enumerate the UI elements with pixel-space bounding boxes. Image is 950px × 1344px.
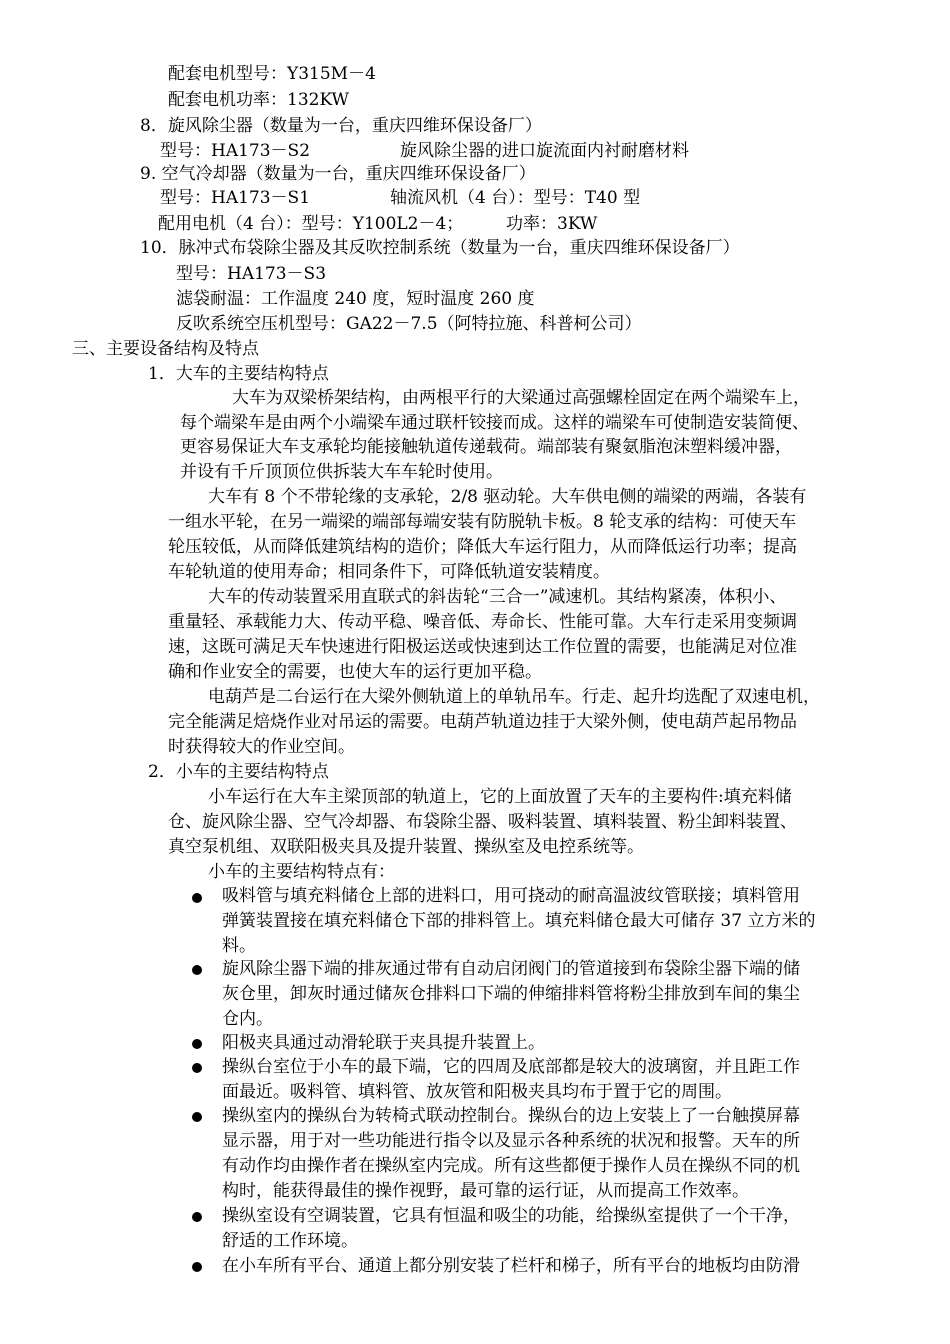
bullet-text-line: 灰仓里，卸灰时通过储灰仓排料口下端的伸缩排料管将粉尘排放到车间的集尘 (222, 984, 800, 1004)
bullet-text-line: 料。 (222, 936, 256, 956)
sub1-p2-line: 大车有 8 个不带轮缘的支承轮，2/8 驱动轮。大车供电侧的端梁的两端，各装有 (208, 487, 807, 507)
sub1-p1-line: 更容易保证大车支承轮均能接触轨道传递载荷。端部装有聚氨脂泡沫塑料缓冲器， (180, 437, 792, 457)
bullet-text-line: 操纵台室位于小车的最下端，它的四周及底部都是较大的波璃窗，并且距工作 (222, 1057, 800, 1077)
sub2-p2: 小车的主要结构特点有： (208, 862, 395, 882)
bullet-text-line: 吸料管与填充料储仓上部的进料口，用可挠动的耐高温波纹管联接；填料管用 (222, 886, 800, 906)
motor-model-line: 配套电机型号：Y315M－4 (168, 64, 376, 84)
sub1-p2-line: 轮压较低，从而降低建筑结构的造价；降低大车运行阻力，从而降低运行功率；提高 (168, 537, 797, 557)
item8-model: 型号：HA173－S2 (160, 141, 311, 161)
bullet-dot-icon (192, 1063, 202, 1073)
sub1-p2-line: 一组水平轮，在另一端梁的端部每端安装有防脱轨卡板。8 轮支承的结构：可使天车 (168, 512, 797, 532)
sub2-p1-line: 真空泵机组、双联阳极夹具及提升装置、操纵室及电控系统等。 (168, 837, 644, 857)
item9-fan: 轴流风机（4 台）：型号：T40 型 (390, 188, 641, 208)
bullet-dot-icon (192, 965, 202, 975)
sub1-p3-line: 大车的传动装置采用直联式的斜齿轮“三合一”减速机。其结构紧凑，体积小、 (208, 587, 787, 607)
bullet-dot-icon (192, 1262, 202, 1272)
sub1-p1-line: 大车为双梁桥架结构，由两根平行的大梁通过高强螺栓固定在两个端梁车上， (232, 388, 810, 408)
sub2-title: 2．小车的主要结构特点 (148, 762, 329, 782)
bullet-dot-icon (192, 1212, 202, 1222)
motor-power-line: 配套电机功率：132KW (168, 90, 350, 110)
bullet-text-line: 操纵室内的操纵台为转椅式联动控制台。操纵台的边上安装上了一台触摸屏幕 (222, 1106, 800, 1126)
sub1-p1-line: 并设有千斤顶顶位供拆装大车车轮时使用。 (180, 462, 503, 482)
item8-title: 8．旋风除尘器（数量为一台，重庆四维环保设备厂） (140, 116, 542, 136)
bullet-dot-icon (192, 1112, 202, 1122)
bullet-text-line: 弹簧装置接在填充料储仓下部的排料管上。填充料储仓最大可储存 37 立方米的 (222, 911, 816, 931)
sub1-p4-line: 时获得较大的作业空间。 (168, 737, 355, 757)
bullet-text-line: 阳极夹具通过动滑轮联于夹具提升装置上。 (222, 1033, 545, 1053)
item9-power: 功率：3KW (506, 214, 598, 234)
sub1-p4-line: 电葫芦是二台运行在大梁外侧轨道上的单轨吊车。行走、起升均选配了双速电机， (208, 687, 820, 707)
bullet-text-line: 在小车所有平台、通道上都分别安装了栏杆和梯子，所有平台的地板均由防滑 (222, 1256, 800, 1276)
bullet-text-line: 舒适的工作环境。 (222, 1231, 358, 1251)
bullet-text-line: 操纵室设有空调装置，它具有恒温和吸尘的功能，给操纵室提供了一个干净， (222, 1206, 800, 1226)
bullet-dot-icon (192, 1039, 202, 1049)
item10-compressor: 反吹系统空压机型号：GA22－7.5（阿特拉施、科普柯公司） (176, 314, 642, 334)
item10-temp: 滤袋耐温：工作温度 240 度，短时温度 260 度 (176, 289, 535, 309)
bullet-text-line: 面最近。吸料管、填料管、放灰管和阳极夹具均布于置于它的周围。 (222, 1082, 732, 1102)
item9-motor: 配用电机（4 台）：型号：Y100L2－4； (158, 214, 464, 234)
bullet-text-line: 仓内。 (222, 1009, 273, 1029)
sub2-p1-line: 小车运行在大车主梁顶部的轨道上，它的上面放置了天车的主要构件:填充料储 (208, 787, 792, 807)
item8-note: 旋风除尘器的进口旋流面内衬耐磨材料 (400, 141, 689, 161)
bullet-dot-icon (192, 893, 202, 903)
item10-model: 型号：HA173－S3 (176, 264, 327, 284)
bullet-text-line: 旋风除尘器下端的排灰通过带有自动启闭阀门的管道接到布袋除尘器下端的储 (222, 959, 800, 979)
sub2-p1-line: 仓、旋风除尘器、空气冷却器、布袋除尘器、吸料装置、填料装置、粉尘卸料装置、 (168, 812, 797, 832)
item9-title: 9. 空气冷却器（数量为一台，重庆四维环保设备厂） (140, 164, 536, 184)
item10-title: 10．脉冲式布袋除尘器及其反吹控制系统（数量为一台，重庆四维环保设备厂） (140, 238, 740, 258)
bullet-text-line: 构时，能获得最佳的操作视野，最可靠的运行证，从而提高工作效率。 (222, 1181, 749, 1201)
sub1-title: 1．大车的主要结构特点 (148, 364, 329, 384)
bullet-text-line: 有动作均由操作者在操纵室内完成。所有这些都便于操作人员在操纵不同的机 (222, 1156, 800, 1176)
bullet-text-line: 显示器，用于对一些功能进行指令以及显示各种系统的状况和报警。天车的所 (222, 1131, 800, 1151)
item9-model: 型号：HA173－S1 (160, 188, 311, 208)
sub1-p3-line: 确和作业安全的需要，也使大车的运行更加平稳。 (168, 662, 542, 682)
section3-title: 三、主要设备结构及特点 (72, 339, 259, 359)
sub1-p4-line: 完全能满足焙烧作业对吊运的需要。电葫芦轨道边挂于大梁外侧，使电葫芦起吊物品 (168, 712, 797, 732)
sub1-p3-line: 速，这既可满足天车快速进行阳极运送或快速到达工作位置的需要，也能满足对位准 (168, 637, 797, 657)
sub1-p1-line: 每个端梁车是由两个小端梁车通过联杆铰接而成。这样的端梁车可使制造安装简便、 (180, 413, 809, 433)
sub1-p2-line: 车轮轨道的使用寿命；相同条件下，可降低轨道安装精度。 (168, 562, 610, 582)
sub1-p3-line: 重量轻、承载能力大、传动平稳、噪音低、寿命长、性能可靠。大车行走采用变频调 (168, 612, 797, 632)
